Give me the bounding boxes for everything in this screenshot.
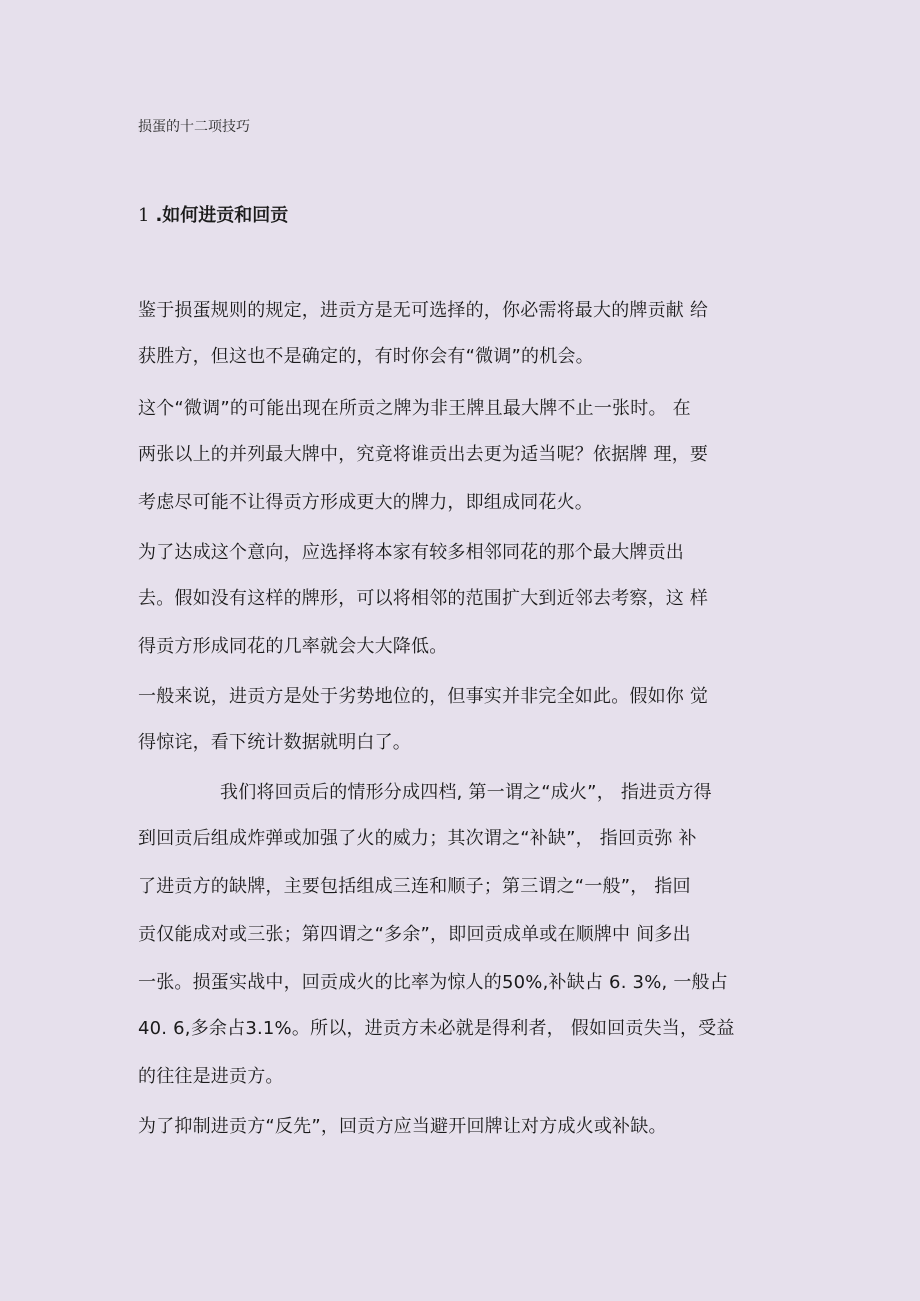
paragraph-line: 我们将回贡后的情形分成四档, 第一谓之“成火”， 指进贡方得 (220, 782, 712, 803)
paragraph-line: 得贡方形成同花的几率就会大大降低。 (138, 636, 448, 657)
paragraph-line: 40. 6,多余占3.1%。所以，进贡方未必就是得利者， 假如回贡失当，受益 (138, 1018, 735, 1039)
paragraph-line: 考虑尽可能不让得贡方形成更大的牌力，即组成同花火。 (138, 492, 593, 513)
paragraph-line: 两张以上的并列最大牌中，究竟将谁贡出去更为适当呢？依据牌 理，要 (138, 444, 709, 465)
paragraph-line: 了进贡方的缺牌，主要包括组成三连和顺子；第三谓之“一般”， 指回 (138, 876, 691, 897)
paragraph-line: 的往往是进贡方。 (138, 1066, 284, 1087)
paragraph-line: 这个“微调”的可能出现在所贡之牌为非王牌且最大牌不止一张时。 在 (138, 398, 691, 419)
paragraph-line: 鉴于损蛋规则的规定，进贡方是无可选择的，你必需将最大的牌贡献 给 (138, 300, 709, 321)
paragraph-line: 为了抑制进贡方“反先”，回贡方应当避开回牌让对方成火或补缺。 (138, 1116, 667, 1137)
section-number: 1 (138, 205, 150, 226)
section-heading (138, 201, 288, 227)
paragraph-line: 贡仅能成对或三张；第四谓之“多余”，即回贡成单或在顺牌中 间多出 (138, 924, 691, 945)
paragraph-line: 一般来说，进贡方是处于劣势地位的，但事实并非完全如此。假如你 觉 (138, 686, 709, 707)
paragraph-line: 得惊诧，看下统计数据就明白了。 (138, 732, 411, 753)
paragraph-line: 到回贡后组成炸弹或加强了火的威力；其次谓之“补缺”， 指回贡弥 补 (138, 828, 697, 849)
document-title: 损蛋的十二项技巧 (138, 119, 250, 135)
paragraph-line: 去。假如没有这样的牌形，可以将相邻的范围扩大到近邻去考察，这 样 (138, 588, 709, 609)
paragraph-line: 获胜方，但这也不是确定的，有时你会有“微调”的机会。 (138, 346, 594, 367)
section-heading-text: .如何进贡和回贡 (155, 205, 289, 226)
paragraph-line: 为了达成这个意向，应选择将本家有较多相邻同花的那个最大牌贡出 (138, 542, 684, 563)
paragraph-line: 一张。损蛋实战中，回贡成火的比率为惊人的50%,补缺占 6. 3%, 一般占 (138, 972, 728, 993)
